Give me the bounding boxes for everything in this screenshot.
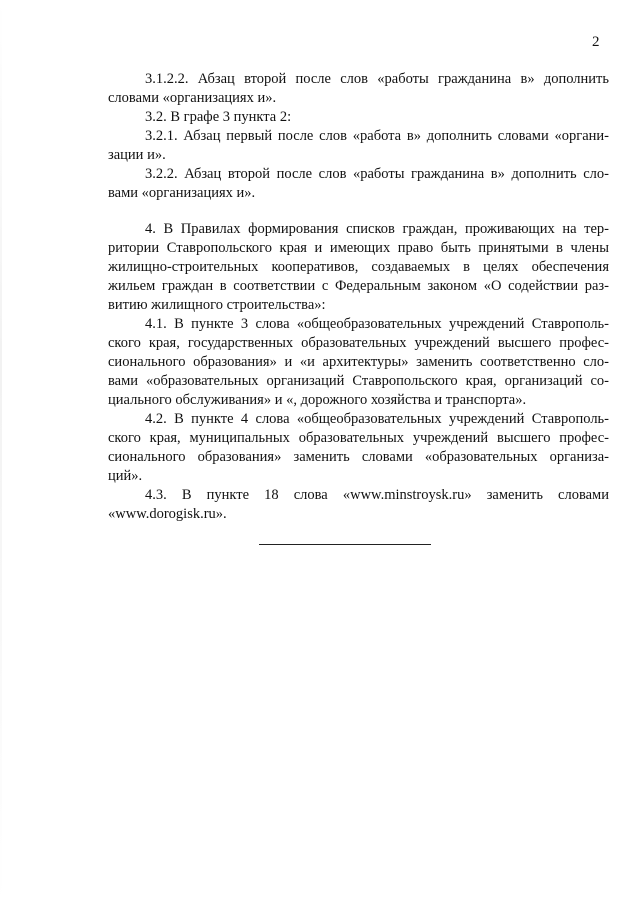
paragraph-line: вами «организациях и». [108, 185, 256, 201]
paragraph-line: ций». [108, 468, 143, 484]
paragraph-line: 4.2. В пункте 4 слова «общеобразовательных учреждений Ставрополь- [145, 411, 609, 427]
paragraph-line: ского края, муниципальных образовательных учреждений высшего профес- [108, 430, 609, 446]
paragraph-line: зации и». [108, 147, 166, 163]
paragraph-line: вами «образовательных организаций Ставропольского края, организаций со- [108, 373, 609, 389]
paragraph-line: 3.1.2.2. Абзац второй после слов «работы гражданина в» дополнить [145, 71, 609, 87]
paragraph-line: 4. В Правилах формирования списков граждан, проживающих на тер- [145, 221, 609, 237]
paragraph-line: 3.2.2. Абзац второй после слов «работы гражданина в» дополнить сло- [145, 166, 609, 182]
paragraph-line: 3.2.1. Абзац первый после слов «работа в» дополнить словами «органи- [145, 128, 609, 144]
paragraph-line: сионального образования» и «и архитектуры» заменить соответственно сло- [108, 354, 609, 370]
paragraph-line: ского края, государственных образовательных учреждений высшего профес- [108, 335, 609, 351]
page-number: 2 [592, 34, 600, 50]
paragraph-line: циального обслуживания» и «, дорожного хозяйства и транспорта». [108, 392, 527, 408]
paragraph-line: жильем граждан в соответствии с Федеральным законом «О содействии раз- [108, 278, 609, 294]
paragraph-line: словами «организациях и». [108, 90, 277, 106]
paragraph-line: жилищно-строительных кооперативов, создаваемых в целях обеспечения [108, 259, 609, 275]
scan-edge [0, 0, 2, 905]
paragraph-line: 4.3. В пункте 18 слова «www.minstroysk.ru» заменить словами [145, 487, 609, 503]
paragraph-line: 3.2. В графе 3 пункта 2: [145, 109, 292, 125]
paragraph-line: 4.1. В пункте 3 слова «общеобразовательных учреждений Ставрополь- [145, 316, 609, 332]
end-separator-line [259, 544, 431, 545]
paragraph-line: ритории Ставропольского края и имеющих право быть принятыми в члены [108, 240, 609, 256]
paragraph-line: витию жилищного строительства»: [108, 297, 326, 313]
paragraph-line: сионального образования» заменить словами «образовательных организа- [108, 449, 609, 465]
paragraph-line: «www.dorogisk.ru». [108, 506, 227, 522]
